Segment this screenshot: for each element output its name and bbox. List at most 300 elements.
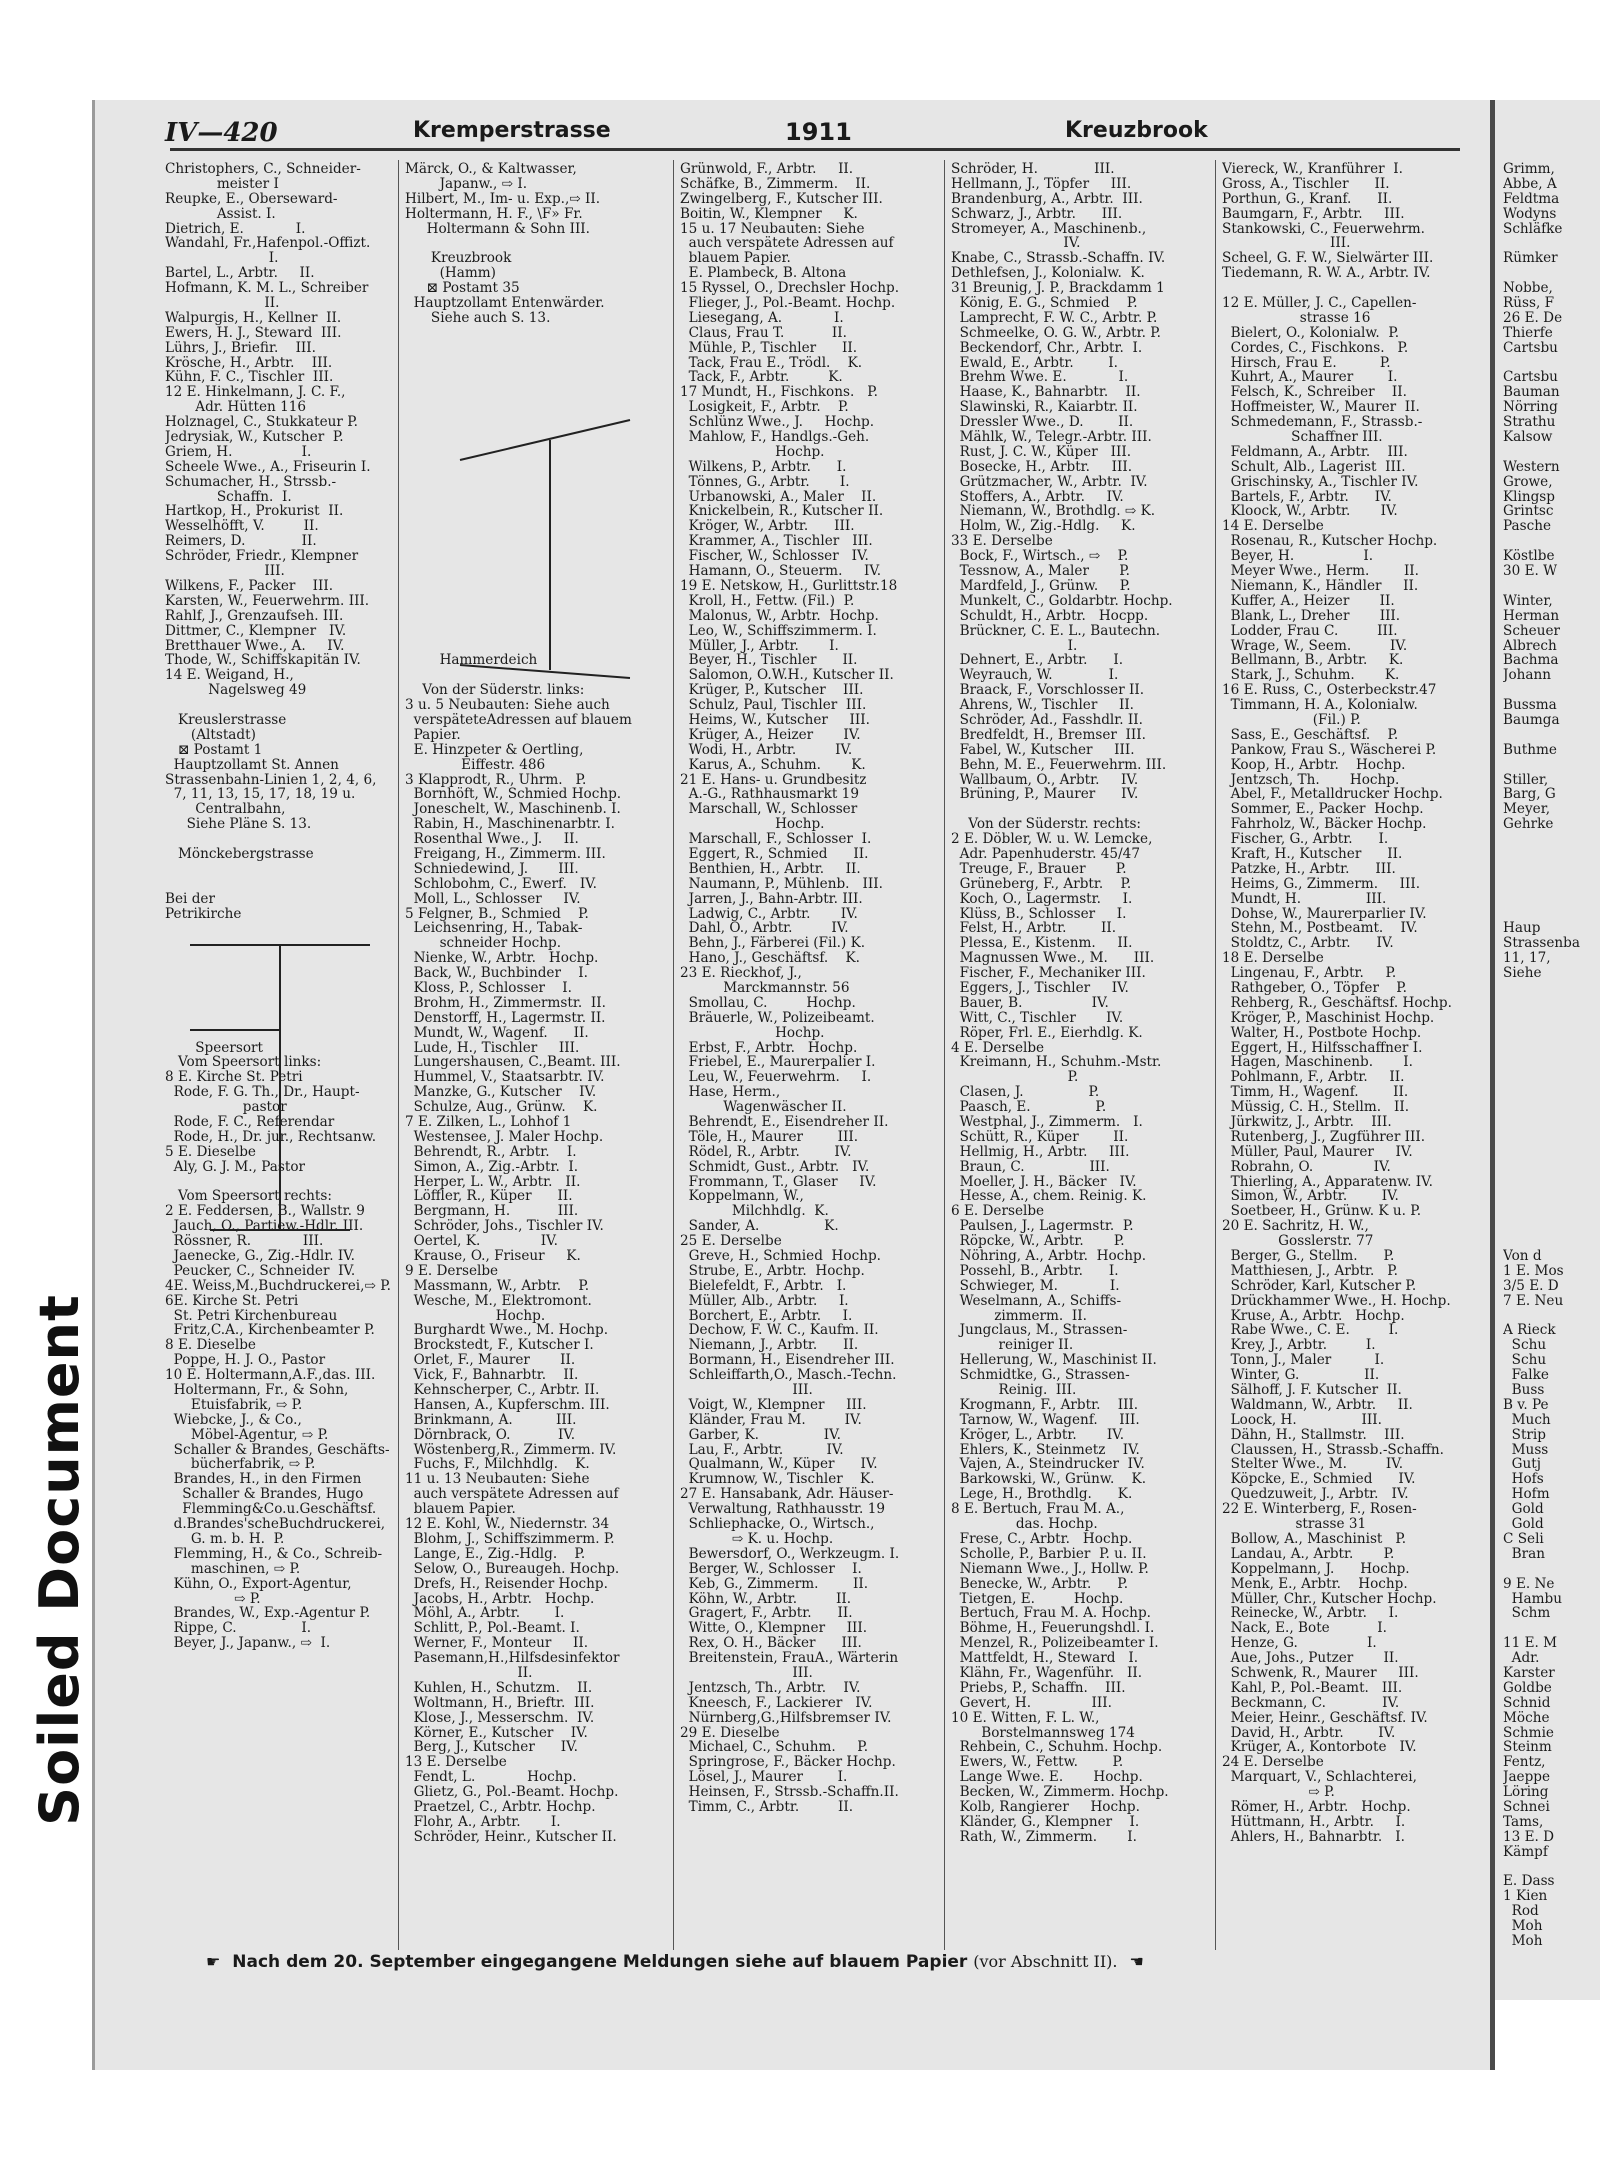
directory-entry: Schnei bbox=[1503, 1799, 1550, 1815]
directory-entry: Schlünz Wwe., J. Hochp. bbox=[680, 415, 875, 431]
directory-entry bbox=[1503, 728, 1600, 743]
directory-entry: Berg, J., Kutscher IV. bbox=[405, 1740, 578, 1756]
directory-entry: Karsten, W., Feuerwehrm. III. bbox=[165, 593, 370, 609]
directory-entry: 9 E. Ne bbox=[1503, 1576, 1555, 1592]
directory-entry: Gosslerstr. 77 bbox=[1222, 1234, 1374, 1250]
directory-entry: Selow, O., Bureaugeh. Hochp. bbox=[405, 1561, 620, 1577]
directory-entry: Strathu bbox=[1503, 415, 1556, 431]
directory-entry: I. bbox=[165, 251, 279, 267]
directory-entry: Lange, E., Zig.-Hdlg. P. bbox=[405, 1546, 586, 1562]
directory-entry: 8 E. Kirche St. Petri bbox=[165, 1070, 303, 1086]
directory-entry: Jedrysiak, W., Kutscher P. bbox=[165, 430, 344, 445]
directory-entry: Sass, E., Geschäftsf. P. bbox=[1222, 727, 1399, 743]
directory-entry: Milchhdlg. K. bbox=[680, 1204, 829, 1220]
directory-entry: Bussma bbox=[1503, 698, 1557, 713]
directory-entry: Wesche, M., Elektromont. bbox=[405, 1293, 592, 1309]
directory-entry: Munkelt, C., Goldarbtr. Hochp. bbox=[951, 593, 1173, 609]
directory-entry: Rüss, F bbox=[1503, 296, 1555, 311]
directory-entry bbox=[1503, 1562, 1600, 1577]
directory-entry: Hochp. bbox=[680, 444, 825, 460]
directory-entry: 22 E. Winterberg, F., Rosen- bbox=[1222, 1502, 1417, 1518]
directory-entry: Frommann, T., Glaser IV. bbox=[680, 1174, 877, 1190]
directory-entry: Hoffmeister, W., Maurer II. bbox=[1222, 400, 1420, 416]
directory-entry bbox=[1503, 1115, 1600, 1130]
directory-entry: Brandes, H., in den Firmen bbox=[165, 1472, 362, 1488]
directory-entry: Fendt, L. Hochp. bbox=[405, 1770, 577, 1786]
directory-entry: Beyer, H., Tischler II. bbox=[680, 653, 858, 669]
directory-entry: Krösche, H., Arbtr. III. bbox=[165, 355, 333, 371]
directory-entry bbox=[405, 341, 667, 356]
directory-entry: Heims, W., Kutscher III. bbox=[680, 712, 870, 728]
directory-entry: Schmidtke, G., Strassen- bbox=[951, 1368, 1130, 1384]
directory-entry: Hilbert, M., Im- u. Exp.,⇨ II. bbox=[405, 191, 601, 207]
directory-entry bbox=[1503, 236, 1600, 251]
directory-entry: Mardfeld, J., Grünw. P. bbox=[951, 578, 1131, 594]
directory-entry: Schwarz, J., Arbtr. III. bbox=[951, 206, 1123, 222]
directory-entry: 3 Klapprodt, R., Uhrm. P. bbox=[405, 772, 587, 788]
directory-entry: Nörring bbox=[1503, 400, 1558, 416]
directory-entry: Losigkeit, F., Arbtr. P. bbox=[680, 400, 849, 416]
directory-entry: Köpcke, E., Schmied IV. bbox=[1222, 1472, 1416, 1488]
directory-entry: Behrendt, R., Arbtr. I. bbox=[405, 1144, 577, 1160]
directory-entry bbox=[1503, 758, 1600, 773]
directory-entry: das. Hochp. bbox=[951, 1517, 1098, 1532]
directory-entry: 7 E. Zilken, L., Lohhof 1 bbox=[405, 1115, 572, 1130]
directory-entry: 3/5 E. D bbox=[1503, 1278, 1559, 1294]
directory-entry: 6E. Kirche St. Petri bbox=[165, 1293, 299, 1309]
directory-entry: Hochp. bbox=[680, 817, 825, 833]
directory-entry: 23 E. Rieckhof, J., bbox=[680, 966, 802, 981]
directory-entry: Jungclaus, M., Strassen- bbox=[951, 1323, 1128, 1339]
directory-entry: Hano, J., Geschäftsf. K. bbox=[680, 951, 860, 967]
directory-entry: Nack, E., Bote I. bbox=[1222, 1621, 1387, 1637]
directory-entry bbox=[1503, 1130, 1600, 1145]
directory-entry: Schleiffarth,O., Masch.-Techn. bbox=[680, 1368, 897, 1384]
directory-entry: Blank, L., Dreher III. bbox=[1222, 608, 1401, 624]
directory-entry: Eggert, R., Schmied II. bbox=[680, 846, 869, 862]
directory-entry: Nöhring, A., Arbtr. Hochp. bbox=[951, 1249, 1147, 1264]
directory-entry: Koppelmann, W., bbox=[680, 1189, 804, 1205]
directory-entry: strasse 16 bbox=[1222, 310, 1371, 326]
footer-date: 20. September bbox=[333, 1952, 475, 1972]
directory-entry: 5 E. Dieselbe bbox=[165, 1144, 256, 1160]
directory-entry bbox=[165, 877, 393, 892]
directory-entry: 2 E. Döbler, W. u. W. Lemcke, bbox=[951, 832, 1153, 847]
directory-entry: 1 Kien bbox=[1503, 1889, 1548, 1905]
directory-entry: Oertel, K. IV. bbox=[405, 1234, 558, 1250]
directory-entry: Thierling, A., Apparatenw. IV. bbox=[1222, 1174, 1433, 1190]
directory-entry: Bredfeldt, H., Bremser III. bbox=[951, 727, 1146, 743]
directory-entry: Hofs bbox=[1503, 1472, 1544, 1488]
directory-entry: Bei der bbox=[165, 891, 215, 907]
directory-entry: ⇨ K. u. Hochp. bbox=[680, 1531, 834, 1547]
directory-entry: Klüss, B., Schlosser I. bbox=[951, 906, 1127, 922]
directory-entry: Aly, G. J. M., Pastor bbox=[165, 1159, 306, 1175]
directory-entry: Timm, H., Wagenf. II. bbox=[1222, 1085, 1409, 1101]
directory-entry bbox=[1503, 534, 1600, 549]
header-rule bbox=[170, 148, 1460, 151]
directory-entry: Schmeelke, O. G. W., Arbtr. P. bbox=[951, 325, 1161, 341]
directory-entry: Behrendt, E., Eisendreher II. bbox=[680, 1115, 889, 1130]
directory-entry: Strassenbahn-Linien 1, 2, 4, 6, bbox=[165, 772, 377, 788]
directory-entry: Koch, O., Lagermstr. I. bbox=[951, 891, 1133, 907]
directory-entry: Strip bbox=[1503, 1427, 1546, 1443]
directory-entry bbox=[1503, 683, 1600, 698]
directory-entry: auch verspätete Adressen auf bbox=[405, 1487, 619, 1503]
directory-entry: 30 E. W bbox=[1503, 564, 1558, 579]
directory-entry: Dechow, F. W. C., Kaufm. II. bbox=[680, 1323, 879, 1339]
directory-entry: Paasch, E. P. bbox=[951, 1100, 1107, 1115]
directory-entry: Grüneberg, F., Arbtr. P. bbox=[951, 876, 1132, 892]
directory-entry: Siehe auch S. 13. bbox=[405, 310, 551, 326]
directory-entry: Poppe, H. J. O., Pastor bbox=[165, 1353, 326, 1369]
directory-entry: Gevert, H. III. bbox=[951, 1695, 1112, 1711]
directory-entry: 15 Ryssel, O., Drechsler Hochp. bbox=[680, 281, 900, 297]
directory-entry: Schu bbox=[1503, 1338, 1547, 1354]
directory-entry: 29 E. Dieselbe bbox=[680, 1725, 780, 1741]
directory-entry bbox=[1503, 1204, 1600, 1219]
directory-entry: Wandahl, Fr.,Hafenpol.-Offizt. bbox=[165, 236, 371, 252]
directory-entry: Tessnow, A., Maler P. bbox=[951, 564, 1130, 579]
directory-entry: Hamann, O., Steuerm. IV. bbox=[680, 564, 882, 579]
directory-entry: Müller, Chr., Kutscher Hochp. bbox=[1222, 1591, 1437, 1607]
directory-entry: Kuffer, A., Heizer II. bbox=[1222, 593, 1395, 609]
directory-entry bbox=[1503, 579, 1600, 594]
directory-entry: Herper, L. W., Arbtr. II. bbox=[405, 1174, 581, 1190]
directory-entry: Lungershausen, C.,Beamt. III. bbox=[405, 1055, 621, 1071]
directory-entry: Kländer, G., Klempner I. bbox=[951, 1814, 1140, 1830]
footer-note bbox=[200, 1952, 1400, 1978]
directory-entry: 25 E. Derselbe bbox=[680, 1234, 782, 1250]
directory-entry: Goldbe bbox=[1503, 1680, 1552, 1696]
kreuzbrook-map bbox=[440, 400, 640, 690]
directory-entry: G. m. b. H. P. bbox=[165, 1531, 285, 1547]
directory-entry: Gold bbox=[1503, 1502, 1544, 1518]
directory-entry: Salomon, O.W.H., Kutscher II. bbox=[680, 668, 894, 684]
directory-entry: Ahrens, W., Tischler II. bbox=[951, 698, 1135, 713]
directory-entry: Flemming, H., & Co., Schreib- bbox=[165, 1546, 383, 1562]
directory-entry: verspäteteAdressen auf blauem bbox=[405, 712, 632, 728]
directory-entry: Beckendorf, Chr., Arbtr. I. bbox=[951, 340, 1143, 356]
directory-entry bbox=[1503, 1100, 1600, 1115]
directory-entry: Adr. bbox=[1503, 1651, 1540, 1666]
directory-entry: Hauptzollamt Entenwärder. bbox=[405, 296, 605, 311]
directory-entry: Kolb, Rangierer Hochp. bbox=[951, 1799, 1140, 1815]
directory-entry: Hellerung, W., Maschinist II. bbox=[951, 1353, 1157, 1369]
directory-entry: Japanw., ⇨ I. bbox=[405, 176, 528, 192]
directory-entry: Albrech bbox=[1503, 638, 1557, 654]
directory-entry: Kehnscherper, C., Arbtr. II. bbox=[405, 1383, 600, 1398]
directory-entry: Massmann, W., Arbtr. P. bbox=[405, 1278, 590, 1294]
directory-entry: Claussen, H., Strassb.-Schaffn. bbox=[1222, 1442, 1444, 1458]
directory-entry bbox=[1503, 1189, 1600, 1204]
directory-entry: Marschall, F., Schlosser I. bbox=[680, 832, 872, 847]
directory-entry: Grützmacher, W., Arbtr. IV. bbox=[951, 474, 1148, 490]
directory-entry: Reupke, E., Oberseward- bbox=[165, 191, 338, 207]
directory-entry: Baumga bbox=[1503, 712, 1560, 728]
directory-entry: Hummel, V., Staatsarbtr. IV. bbox=[405, 1070, 605, 1086]
directory-entry: Nobbe, bbox=[1503, 281, 1553, 297]
directory-entry: Weselmann, A., Schiffs- bbox=[951, 1293, 1122, 1309]
directory-entry: Werner, F., Monteur II. bbox=[405, 1636, 589, 1652]
directory-entry: (Altstadt) bbox=[165, 727, 256, 743]
directory-entry: Rödel, R., Arbtr. IV. bbox=[680, 1144, 852, 1160]
page-number: IV—420 bbox=[165, 118, 278, 148]
directory-entry: Bretthauer Wwe., A. IV. bbox=[165, 638, 345, 654]
directory-entry: (Hamm) bbox=[405, 266, 496, 282]
directory-entry: Kloss, P., Schlosser I. bbox=[405, 980, 572, 996]
directory-entry: Kühn, F. C., Tischler III. bbox=[165, 370, 334, 386]
directory-entry: Krogmann, F., Arbtr. III. bbox=[951, 1397, 1139, 1413]
directory-entry bbox=[1503, 996, 1600, 1011]
directory-entry: Hochp. bbox=[405, 1308, 546, 1324]
directory-entry: Abbe, A bbox=[1503, 176, 1557, 192]
directory-entry: Schuldt, H., Arbtr. Hocpp. bbox=[951, 608, 1149, 624]
directory-entry: Flieger, J., Pol.-Beamt. Hochp. bbox=[680, 296, 896, 311]
directory-entry: Kuhrt, A., Maurer I. bbox=[1222, 370, 1398, 386]
directory-entry: Rippe, C. I. bbox=[165, 1621, 312, 1637]
directory-entry: Bauman bbox=[1503, 385, 1560, 401]
directory-entry: Löring bbox=[1503, 1785, 1549, 1800]
directory-entry: Ahlers, H., Bahnarbtr. I. bbox=[1222, 1829, 1405, 1845]
directory-entry: Kühn, O., Export-Agentur, bbox=[165, 1576, 352, 1592]
directory-entry: Rehberg, R., Geschäftsf. Hochp. bbox=[1222, 995, 1452, 1011]
directory-entry: Schröder, H. III. bbox=[951, 162, 1115, 177]
directory-entry: IV. bbox=[951, 236, 1081, 252]
directory-entry: Fentz, bbox=[1503, 1755, 1546, 1771]
directory-entry: Berger, G., Stellm. P. bbox=[1222, 1249, 1395, 1264]
directory-entry: Beckmann, C. IV. bbox=[1222, 1695, 1400, 1711]
directory-entry: Hartkop, H., Prokurist II. bbox=[165, 504, 344, 520]
directory-entry: Pasche bbox=[1503, 519, 1552, 535]
directory-entry: Rabe Wwe., C. E. I. bbox=[1222, 1323, 1399, 1339]
directory-entry: A Rieck bbox=[1503, 1323, 1556, 1339]
directory-entry: Tietgen, E. Hochp. bbox=[951, 1591, 1124, 1607]
directory-entry: Timm, C., Arbtr. II. bbox=[680, 1799, 854, 1815]
directory-entry: 8 E. Bertuch, Frau M. A., bbox=[951, 1502, 1125, 1518]
directory-entry: Wöstenberg,R., Zimmerm. IV. bbox=[405, 1442, 617, 1458]
directory-entry: Patzke, H., Arbtr. III. bbox=[1222, 861, 1396, 877]
directory-entry: Mundt, W., Wagenf. II. bbox=[405, 1025, 589, 1041]
directory-entry: Stark, J., Schuhm. K. bbox=[1222, 668, 1400, 684]
directory-entry: Rathgeber, O., Töpfer P. bbox=[1222, 980, 1407, 996]
directory-entry: 33 E. Derselbe bbox=[951, 534, 1053, 550]
directory-entry: Sommer, E., Packer Hochp. bbox=[1222, 802, 1424, 818]
adjacent-page bbox=[1495, 100, 1600, 2000]
directory-entry: Siehe Pläne S. 13. bbox=[165, 817, 312, 833]
directory-entry: Grischinsky, A., Tischler IV. bbox=[1222, 474, 1419, 490]
directory-entry: Meyer Wwe., Herm. II. bbox=[1222, 564, 1420, 579]
directory-entry: Schlitt, P., Pol.-Beamt. I. bbox=[405, 1621, 580, 1637]
directory-entry: Römer, H., Arbtr. Hochp. bbox=[1222, 1799, 1411, 1815]
directory-entry: Hüttmann, H., Arbtr. I. bbox=[1222, 1814, 1406, 1830]
directory-entry: Hase, Herm., bbox=[680, 1085, 781, 1101]
directory-entry: Witte, O., Klempner III. bbox=[680, 1621, 868, 1637]
directory-entry: Marckmannstr. 56 bbox=[680, 980, 850, 996]
directory-entry: Brandenburg, A., Arbtr. III. bbox=[951, 191, 1143, 207]
directory-entry: Dittmer, C., Klempner IV. bbox=[165, 623, 347, 639]
directory-entry: Glietz, G., Pol.-Beamt. Hochp. bbox=[405, 1785, 619, 1800]
footer-prefix: Nach dem bbox=[232, 1952, 328, 1972]
directory-entry: 26 E. De bbox=[1503, 310, 1563, 326]
directory-entry bbox=[1503, 1160, 1600, 1175]
directory-entry bbox=[1503, 892, 1600, 907]
directory-entry: zimmerm. II. bbox=[951, 1308, 1087, 1324]
directory-entry: Jaenecke, G., Zig.-Hdlr. IV. bbox=[165, 1249, 356, 1264]
directory-entry: 17 Mundt, H., Fischkons. P. bbox=[680, 385, 878, 401]
directory-entry: Borstelmannsweg 174 bbox=[951, 1725, 1135, 1741]
directory-entry: Beyer, H. I. bbox=[1222, 549, 1374, 565]
directory-entry: Manzke, G., Kutscher IV. bbox=[405, 1085, 597, 1101]
directory-entry: Verwaltung, Rathhausstr. 19 bbox=[680, 1502, 886, 1518]
directory-entry: Kalsow bbox=[1503, 430, 1553, 445]
directory-entry: Henze, G. I. bbox=[1222, 1636, 1377, 1652]
directory-entry: Adr. Hütten 116 bbox=[165, 400, 307, 416]
directory-entry: III. bbox=[165, 564, 285, 579]
directory-entry: Thode, W., Schiffskapitän IV. bbox=[165, 653, 361, 669]
directory-entry: Kreuslerstrasse bbox=[165, 712, 287, 728]
directory-entry: maschinen, ⇨ P. bbox=[165, 1561, 301, 1577]
column-5 bbox=[1222, 162, 1484, 1952]
directory-entry: Buss bbox=[1503, 1383, 1545, 1398]
directory-entry: Müller, J., Arbtr. I. bbox=[680, 638, 839, 654]
directory-entry: Gutj bbox=[1503, 1457, 1541, 1473]
directory-entry: Walter, H., Postbote Hochp. bbox=[1222, 1025, 1422, 1041]
directory-entry: Braun, C. III. bbox=[951, 1159, 1110, 1175]
directory-entry: Holtermann, Fr., & Sohn, bbox=[165, 1383, 349, 1398]
directory-entry: Grimm, bbox=[1503, 162, 1555, 177]
directory-entry: 21 E. Hans- u. Grundbesitz bbox=[680, 772, 867, 788]
directory-entry: Christophers, C., Schneider- bbox=[165, 162, 361, 177]
directory-entry: Behn, M. E., Feuerwehrm. III. bbox=[951, 757, 1167, 773]
directory-entry: Falke bbox=[1503, 1368, 1549, 1384]
directory-entry: Barkowski, W., Grünw. K. bbox=[951, 1472, 1147, 1488]
directory-entry: E. Dass bbox=[1503, 1874, 1555, 1890]
directory-entry: reiniger II. bbox=[951, 1338, 1074, 1354]
directory-entry: Gold bbox=[1503, 1517, 1544, 1532]
directory-entry: Strube, E., Arbtr. Hochp. bbox=[680, 1263, 865, 1279]
directory-entry: Schmidt, Gust., Arbtr. IV. bbox=[680, 1159, 870, 1175]
directory-entry: Märck, O., & Kaltwasser, bbox=[405, 162, 577, 177]
directory-entry: Heims, G., Zimmerm. III. bbox=[1222, 876, 1421, 892]
directory-entry bbox=[1503, 1234, 1600, 1249]
directory-entry: Western bbox=[1503, 459, 1560, 475]
directory-entry: Etuisfabrik, ⇨ P. bbox=[165, 1397, 303, 1413]
directory-entry: Jarren, J., Bahn-Arbtr. III. bbox=[680, 891, 863, 907]
directory-entry: Bewersdorf, O., Werkzeugm. I. bbox=[680, 1546, 900, 1562]
directory-entry: Möbel-Agentur, ⇨ P. bbox=[165, 1427, 329, 1443]
directory-entry: Becken, W., Zimmerm. Hochp. bbox=[951, 1785, 1169, 1800]
directory-entry: Cartsbu bbox=[1503, 340, 1558, 356]
directory-entry: Wesselhöfft, V. II. bbox=[165, 519, 319, 535]
directory-entry: Brehm Wwe. E. I. bbox=[951, 370, 1129, 386]
directory-entry: Rümker bbox=[1503, 251, 1558, 267]
directory-entry: Reimers, D. II. bbox=[165, 534, 317, 550]
directory-entry: Felst, H., Arbtr. II. bbox=[951, 921, 1117, 937]
directory-entry: Koop, H., Arbtr. Hochp. bbox=[1222, 757, 1406, 773]
directory-entry: Marschall, W., Schlosser bbox=[680, 802, 858, 818]
directory-entry: Lege, H., Brothdlg. K. bbox=[951, 1487, 1133, 1503]
directory-entry: Frese, C., Arbtr. Hochp. bbox=[951, 1531, 1133, 1547]
directory-entry: 12 E. Kohl, W., Niedernstr. 34 bbox=[405, 1517, 610, 1532]
directory-entry: 12 E. Müller, J. C., Capellen- bbox=[1222, 296, 1417, 311]
soiled-document-label: Soiled Document bbox=[28, 1294, 91, 1826]
directory-entry: Flemming&Co.u.Geschäftsf. bbox=[165, 1502, 377, 1518]
directory-entry: (Fil.) P. bbox=[1222, 712, 1361, 728]
directory-entry: Schumacher, H., Strssb.- bbox=[165, 474, 337, 490]
directory-entry: Brockstedt, F., Kutscher I. bbox=[405, 1338, 594, 1354]
directory-entry: 20 E. Sachritz, H. W., bbox=[1222, 1219, 1369, 1235]
directory-entry: Rahlf, J., Grenzaufseh. III. bbox=[165, 608, 344, 624]
directory-entry: Kreuzbrook bbox=[405, 251, 512, 267]
directory-entry: Niemann Wwe., J., Hollw. P. bbox=[951, 1561, 1149, 1577]
directory-entry: Leu, W., Feuerwehrm. I. bbox=[680, 1070, 872, 1086]
directory-entry: Hellmig, H., Arbtr. III. bbox=[951, 1144, 1130, 1160]
directory-entry: 6 E. Derselbe bbox=[951, 1204, 1045, 1220]
directory-entry: Priebs, P., Schaffn. III. bbox=[951, 1680, 1126, 1696]
directory-entry: Simon, W., Arbtr. IV. bbox=[1222, 1189, 1399, 1205]
directory-entry: Bergmann, H. III. bbox=[405, 1204, 579, 1220]
directory-entry: Jentzsch, Th. Hochp. bbox=[1222, 772, 1400, 788]
directory-entry: Borchert, E., Arbtr. I. bbox=[680, 1308, 853, 1324]
directory-entry: Niemann, J., Arbtr. II. bbox=[680, 1338, 859, 1354]
directory-entry: Benthien, H., Arbtr. II. bbox=[680, 861, 861, 877]
directory-entry: Holtermann, H. F., \F» Fr. bbox=[405, 206, 583, 222]
directory-entry: 2 E. Feddersen, B., Wallstr. 9 bbox=[165, 1204, 365, 1220]
pointing-hand-icon: ☚ bbox=[1129, 1952, 1144, 1971]
directory-entry bbox=[1503, 1026, 1600, 1041]
directory-entry: Schröder, Heinr., Kutscher II. bbox=[405, 1829, 617, 1845]
directory-entry: Karus, A., Schuhm. K. bbox=[680, 757, 866, 773]
header-street-left: Kremperstrasse bbox=[413, 118, 611, 143]
directory-entry: Wodyns bbox=[1503, 206, 1557, 222]
directory-entry: Lamprecht, F. W. C., Arbtr. P. bbox=[951, 310, 1158, 326]
directory-entry: Dohse, W., Maurerparlier IV. bbox=[1222, 906, 1427, 922]
directory-entry: Simon, A., Zig.-Arbtr. I. bbox=[405, 1159, 579, 1175]
directory-entry: Mühle, P., Tischler II. bbox=[680, 340, 858, 356]
directory-entry: Krey, J., Arbtr. I. bbox=[1222, 1338, 1376, 1354]
directory-entry: Krüger, A., Heizer IV. bbox=[680, 727, 861, 743]
directory-entry: Leo, W., Schiffszimmerm. I. bbox=[680, 623, 877, 639]
directory-entry bbox=[1503, 1055, 1600, 1070]
directory-entry: Mahlow, F., Handlgs.-Geh. bbox=[680, 430, 870, 445]
directory-entry: Weyrauch, W. I. bbox=[951, 668, 1119, 684]
directory-entry: Plessa, E., Kistenm. II. bbox=[951, 936, 1133, 952]
directory-entry: ⊠ Postamt 35 bbox=[405, 281, 520, 297]
directory-entry: Voigt, W., Klempner III. bbox=[680, 1397, 867, 1413]
directory-entry: Vajen, A., Steindrucker IV. bbox=[951, 1457, 1145, 1473]
directory-entry: Hammerdeich bbox=[405, 653, 538, 669]
directory-entry: Von der Süderstr. links: bbox=[405, 683, 585, 699]
directory-entry: Fischer, G., Arbtr. I. bbox=[1222, 832, 1389, 847]
directory-entry: Jentzsch, Th., Arbtr. IV. bbox=[680, 1680, 861, 1696]
directory-entry: Barg, G bbox=[1503, 787, 1556, 803]
directory-entry: Kneesch, F., Lackierer IV. bbox=[680, 1695, 873, 1711]
directory-entry bbox=[1503, 1860, 1600, 1875]
directory-entry: 18 E. Derselbe bbox=[1222, 951, 1324, 967]
directory-entry: Westphal, J., Zimmerm. I. bbox=[951, 1115, 1143, 1130]
directory-entry: Stehn, M., Postbeamt. IV. bbox=[1222, 921, 1418, 937]
directory-entry: Brohm, H., Zimmermstr. II. bbox=[405, 995, 606, 1011]
directory-entry: Möche bbox=[1503, 1710, 1550, 1726]
directory-entry: Grünwold, F., Arbtr. II. bbox=[680, 162, 854, 177]
directory-entry: Ehlers, K., Steinmetz IV. bbox=[951, 1442, 1140, 1458]
footer-text: eingegangene Meldungen siehe auf blauem Papier bbox=[480, 1952, 968, 1972]
directory-entry: Holm, W., Zig.-Hdlg. K. bbox=[951, 519, 1136, 535]
directory-entry: 4E. Weiss,M.,Buchdruckerei,⇨ P. bbox=[165, 1278, 391, 1294]
directory-entry bbox=[405, 236, 667, 251]
directory-entry: 9 E. Derselbe bbox=[405, 1263, 499, 1279]
